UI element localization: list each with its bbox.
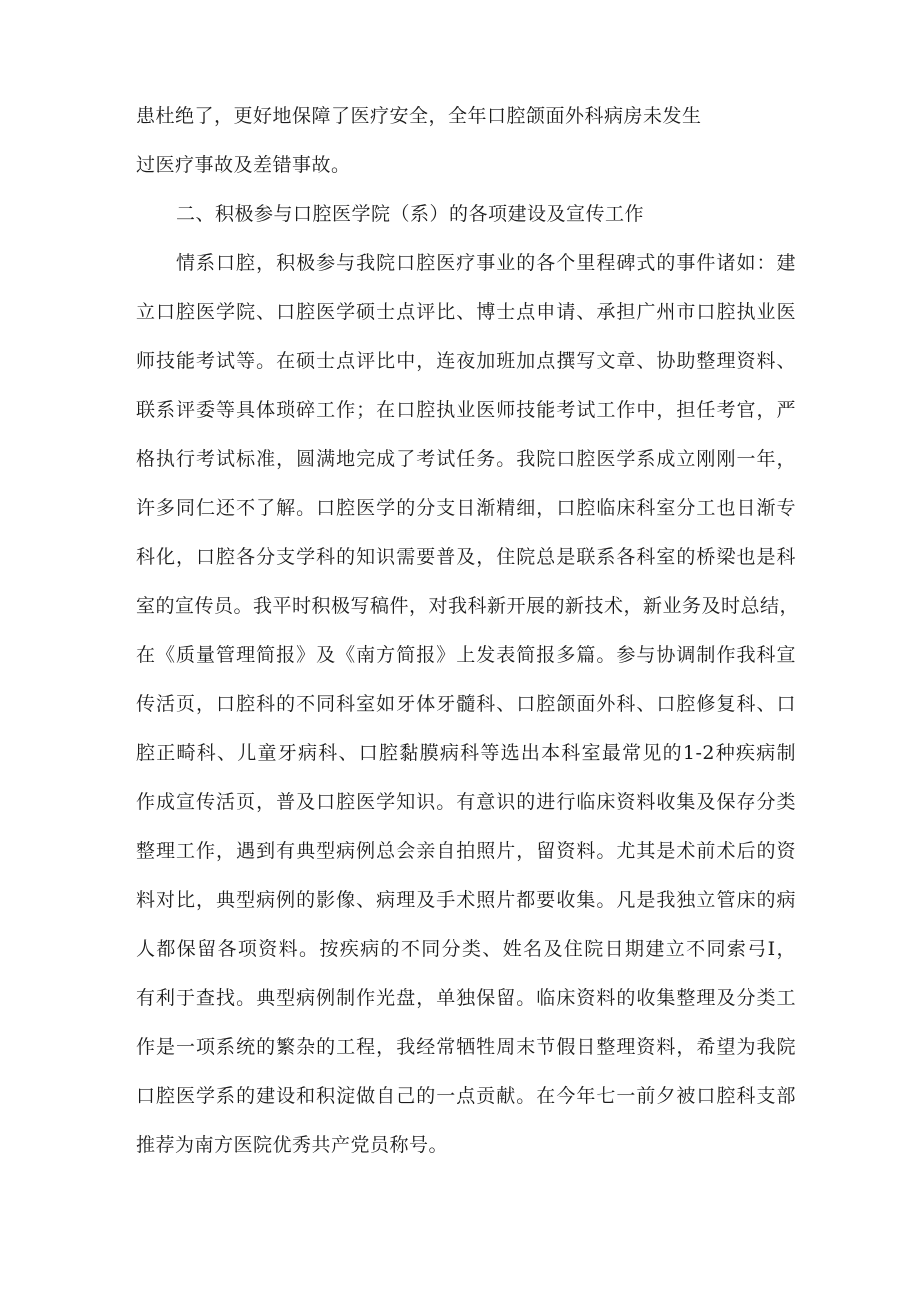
text-line-18: 人都保留各项资料。按疾病的不同分类、姓名及住院日期建立不同索弓I， [136,938,796,960]
text-line-13: 传活页，口腔科的不同科室如牙体牙髓科、口腔颌面外科、口腔修复科、口 [136,693,796,715]
text-line-4: 情系口腔，积极参与我院口腔医疗事业的各个里程碑式的事件诸如：建 [176,252,796,274]
text-line-15: 作成宣传活页，普及口腔医学知识。有意识的进行临床资料收集及保存分类 [136,791,796,813]
text-line-14: 腔正畸科、儿童牙病科、口腔黏膜病科等选出本科室最常见的1-2种疾病制 [136,742,796,764]
text-line-16: 整理工作，遇到有典型病例总会亲自拍照片，留资料。尤其是术前术后的资 [136,840,796,862]
text-line-11: 室的宣传员。我平时积极写稿件，对我科新开展的新技术，新业务及时总结， [136,595,800,617]
text-line-2: 过医疗事故及差错事故。 [136,154,351,176]
text-line-12: 在《质量管理简报》及《南方简报》上发表简报多篇。参与协调制作我科宣 [136,644,796,666]
text-line-8: 格执行考试标准，圆满地完成了考试任务。我院口腔医学系成立刚刚一年， [136,448,796,470]
text-line-7: 联系评委等具体琐碎工作；在口腔执业医师技能考试工作中，担任考官，严 [136,399,796,421]
text-line-5: 立口腔医学院、口腔医学硕士点评比、博士点申请、承担广州市口腔执业医 [136,301,796,323]
text-line-22: 推荐为南方医院优秀共产党员称号。 [136,1134,449,1156]
text-line-19: 有利于查找。典型病例制作光盘，单独保留。临床资料的收集整理及分类工 [136,987,796,1009]
text-line-21: 口腔医学系的建设和积淀做自己的一点贡献。在今年七一前夕被口腔科支部 [136,1085,796,1107]
text-line-17: 料对比，典型病例的影像、病理及手术照片都要收集。凡是我独立管床的病 [136,889,796,911]
section-heading: 二、积极参与口腔医学院（系）的各项建设及宣传工作 [176,203,645,225]
text-line-9: 许多同仁还不了解。口腔医学的分支日渐精细，口腔临床科室分工也日渐专 [136,497,796,519]
text-line-20: 作是一项系统的繁杂的工程，我经常牺牲周末节假日整理资料，希望为我院 [136,1036,796,1058]
text-line-10: 科化，口腔各分支学科的知识需要普及，住院总是联系各科室的桥梁也是科 [136,546,796,568]
text-line-1: 患杜绝了，更好地保障了医疗安全，全年口腔颌面外科病房未发生 [136,105,702,127]
text-line-6: 师技能考试等。在硕士点评比中，连夜加班加点撰写文章、协助整理资料、 [136,350,796,372]
